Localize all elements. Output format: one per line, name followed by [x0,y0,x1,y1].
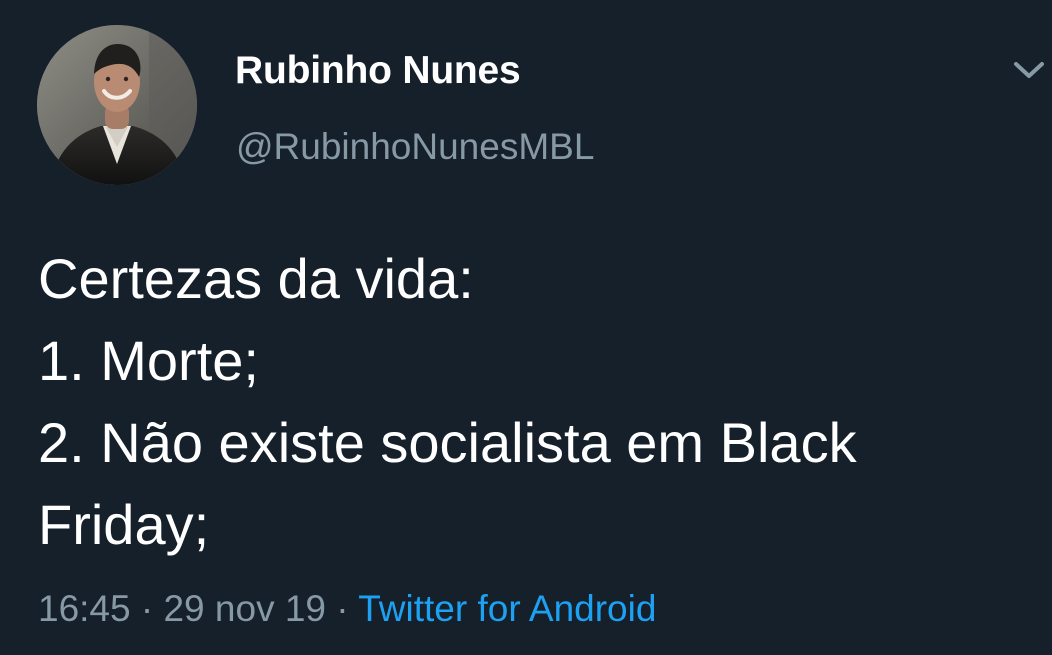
chevron-down-icon [1006,54,1052,86]
user-handle[interactable]: @RubinhoNunesMBL [236,126,595,167]
tweet-line: Certezas da vida: [38,247,474,310]
tweet-time: 16:45 [38,588,131,629]
tweet-metadata [38,584,656,634]
meta-separator: · [140,588,154,629]
tweet-line: Friday; [38,493,210,556]
tweet-text [38,238,1038,566]
tweet-options-button[interactable] [1006,54,1052,86]
tweet-source-link[interactable]: Twitter for Android [358,588,657,629]
tweet-date: 29 nov 19 [163,588,327,629]
tweet-line: 2. Não existe socialista em Black [38,411,857,474]
display-name[interactable]: Rubinho Nunes [235,49,521,92]
tweet-line: 1. Morte; [38,329,259,392]
avatar[interactable] [37,25,197,185]
meta-separator: · [336,588,349,629]
